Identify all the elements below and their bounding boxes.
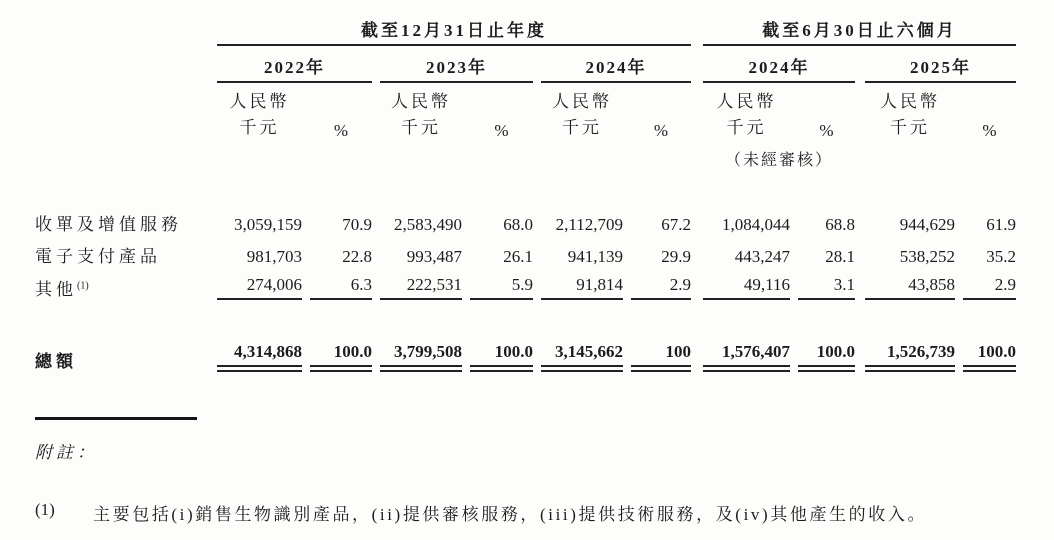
group-header-annual — [217, 14, 691, 46]
group-header-interim — [691, 14, 1016, 46]
unit-header-currency: 人民幣 千元 — [716, 92, 777, 137]
value-cell: 944,629 — [899, 215, 955, 234]
total-label: 總額 — [35, 352, 77, 371]
value-cell: 274,006 — [217, 267, 302, 300]
year-header-2025-interim: 2025年 — [855, 46, 1016, 83]
value-cell: 6.3 — [302, 267, 372, 300]
total-double-rule — [541, 365, 623, 372]
unit-header-pct: % — [653, 121, 669, 140]
row-label: 收單及增值服務 — [35, 215, 182, 234]
value-cell: 3,059,159 — [234, 215, 302, 234]
total-double-rule — [963, 365, 1016, 372]
value-cell: 91,814 — [533, 267, 623, 300]
total-double-rule — [798, 365, 855, 372]
total-value-cell: 4,314,868 — [217, 342, 302, 372]
value-cell: 981,703 — [246, 247, 302, 266]
value-cell: 538,252 — [899, 247, 955, 266]
value-cell: 49,116 — [691, 267, 790, 300]
value-cell: 941,139 — [567, 247, 623, 266]
year-header-2023: 2023年 — [372, 46, 533, 83]
value-cell: 2.9 — [623, 267, 691, 300]
footnote-text: 主要包括(i)銷售生物識別產品，(ii)提供審核服務，(iii)提供技術服務，及(iv)其他產生的收入。 — [93, 505, 928, 524]
notes-heading: 附註： — [35, 443, 98, 462]
total-double-rule — [865, 365, 955, 372]
value-cell: 68.8 — [825, 215, 855, 234]
value-cell: 68.0 — [503, 215, 533, 234]
total-value-cell: 3,145,662 — [533, 342, 623, 372]
unit-header-pct: % — [982, 121, 997, 140]
year-header-row — [35, 46, 1016, 83]
total-double-rule — [217, 365, 302, 372]
revenue-breakdown-table — [35, 14, 1016, 372]
value-cell: 26.1 — [503, 247, 533, 266]
unit-header-currency: 人民幣 千元 — [552, 92, 612, 137]
footnote-ref: (1) — [77, 280, 89, 292]
footnote-marker: (1) — [35, 500, 55, 519]
unaudited-row — [35, 141, 1016, 171]
value-cell: 443,247 — [734, 247, 790, 266]
value-cell: 29.9 — [661, 247, 691, 266]
row-label: 電子支付產品 — [35, 247, 161, 266]
table-row-others — [35, 267, 1016, 300]
value-cell: 222,531 — [372, 267, 462, 300]
value-cell: 43,858 — [855, 267, 955, 300]
notes-divider-rule — [35, 417, 197, 420]
total-value-cell: 3,799,508 — [372, 342, 462, 372]
value-cell: 993,487 — [406, 247, 462, 266]
value-cell: 61.9 — [986, 215, 1016, 234]
total-value-cell: 1,576,407 — [691, 342, 790, 372]
row-label: 其他$^{(1)}$ — [35, 280, 89, 299]
total-value-cell: 100.0 — [302, 342, 372, 372]
unit-header-currency: 人民幣 千元 — [229, 92, 290, 137]
total-value-cell: 100.0 — [955, 342, 1016, 372]
total-value-cell: 100 — [623, 342, 691, 372]
unaudited-note: （未經審核） — [724, 152, 833, 169]
units-header-row — [35, 83, 1016, 141]
value-cell: 3.1 — [790, 267, 855, 300]
value-cell: 70.9 — [342, 215, 372, 234]
value-cell: 2.9 — [955, 267, 1016, 300]
total-value-cell: 100.0 — [790, 342, 855, 372]
total-double-rule — [631, 365, 691, 372]
value-cell: 28.1 — [825, 247, 855, 266]
value-cell: 22.8 — [342, 247, 372, 266]
value-cell: 2,112,709 — [555, 215, 623, 234]
year-header-2024: 2024年 — [533, 46, 691, 83]
total-double-rule — [470, 365, 533, 372]
unit-header-pct: % — [819, 121, 834, 140]
table-row-epayment-products — [35, 235, 1016, 267]
total-double-rule — [310, 365, 372, 372]
year-header-2022: 2022年 — [217, 46, 372, 83]
unit-header-currency: 人民幣 千元 — [880, 92, 940, 137]
value-cell: 35.2 — [986, 247, 1016, 266]
unit-header-pct: % — [494, 121, 509, 140]
group-header-annual-label: 截至12月31日止年度 — [361, 21, 547, 40]
total-value-cell: 1,526,739 — [855, 342, 955, 372]
total-value-cell: 100.0 — [462, 342, 533, 372]
value-cell: 5.9 — [462, 267, 533, 300]
table-row-total — [35, 342, 1016, 372]
value-cell: 67.2 — [661, 215, 691, 234]
total-double-rule — [703, 365, 790, 372]
footnote-1 — [35, 500, 1035, 525]
total-double-rule — [380, 365, 462, 372]
group-header-interim-label: 截至6月30日止六個月 — [762, 21, 957, 40]
value-cell: 2,583,490 — [394, 215, 462, 234]
table-row-acquiring-services — [35, 203, 1016, 235]
group-header-row — [35, 14, 1016, 46]
unit-header-currency: 人民幣 千元 — [391, 92, 451, 137]
year-header-2024-interim: 2024年 — [691, 46, 855, 83]
value-cell: 1,084,044 — [722, 215, 790, 234]
unit-header-pct: % — [333, 121, 349, 140]
